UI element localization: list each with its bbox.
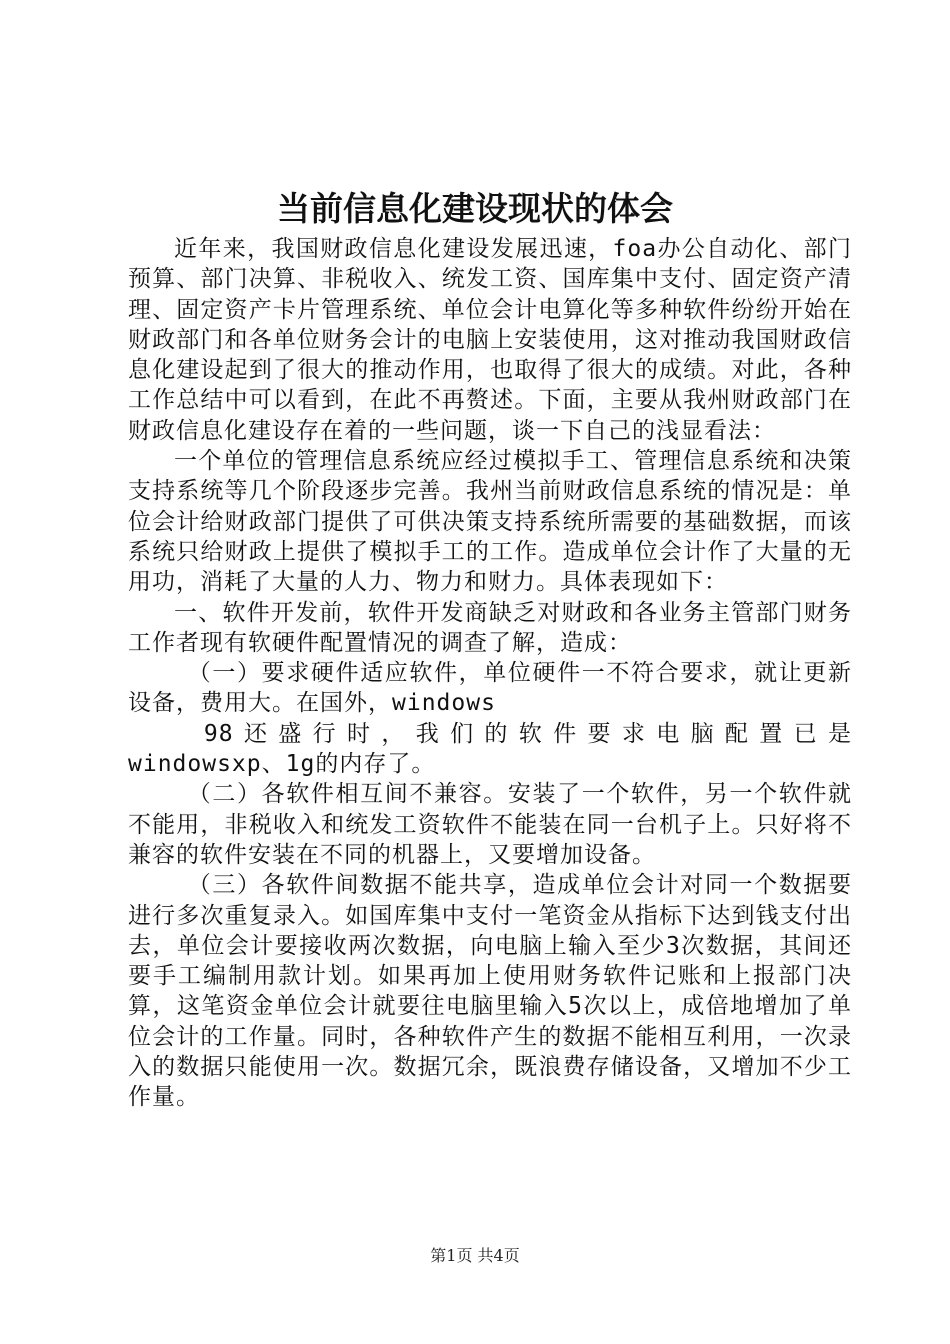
paragraph-section-one: 一、软件开发前，软件开发商缺乏对财政和各业务主管部门财务工作者现有软硬件配置情况的调查了解，造成： bbox=[128, 599, 852, 656]
paragraph-intro: 近年来，我国财政信息化建设发展迅速，foa办公自动化、部门预算、部门决算、非税收入、统发工资、国库集中支付、固定资产清理、固定资产卡片管理系统、单位会计电算化等多种软件纷纷开始在财政部门和各单位财务会计的电脑上安装使用，这对推动我国财政信息化建设起到了很大的推动作用，也取得了很大的成绩。对此，各种工作总结中可以看到，在此不再赘述。下面，主要从我州财政部门在财政信息化建设存在着的一些问题，谈一下自己的浅显看法： bbox=[128, 236, 852, 444]
paragraph-system-stages: 一个单位的管理信息系统应经过模拟手工、管理信息系统和决策支持系统等几个阶段逐步完善。我州当前财政信息系统的情况是：单位会计给财政部门提供了可供决策支持系统所需要的基础数据，而该系统只给财政上提供了模拟手工的工作。造成单位会计作了大量的无用功，消耗了大量的人力、物力和财力。具体表现如下： bbox=[128, 448, 852, 596]
document-title: 当前信息化建设现状的体会 bbox=[277, 189, 673, 228]
paragraph-item-two: （二）各软件相互间不兼容。安装了一个软件，另一个软件就不能用，非税收入和统发工资软件不能装在同一台机子上。只好将不兼容的软件安装在不同的机器上，又要增加设备。 bbox=[128, 781, 852, 868]
paragraph-item-one-end: windowsxp、1g的内存了。 bbox=[128, 751, 436, 778]
page-number-footer: 第1页 共4页 bbox=[430, 1246, 520, 1265]
paragraph-item-one: （一）要求硬件适应软件，单位硬件一不符合要求，就让更新设备，费用大。在国外，windows bbox=[128, 660, 852, 717]
paragraph-item-three: （三）各软件间数据不能共享，造成单位会计对同一个数据要进行多次重复录入。如国库集中支付一笔资金从指标下达到钱支付出去，单位会计要接收两次数据，向电脑上输入至少3次数据，其间还要手工编制用款计划。如果再加上使用财务软件记账和上报部门决算，这笔资金单位会计就要往电脑里输入5次以上，成倍地增加了单位会计的工作量。同时，各种软件产生的数据不能相互利用，一次录入的数据只能使用一次。数据冗余，既浪费存储设备，又增加不少工作量。 bbox=[128, 872, 852, 1111]
paragraph-item-one-continued: 98还盛行时，我们的软件要求电脑配置已是 bbox=[203, 720, 852, 747]
document-body bbox=[128, 234, 852, 1113]
